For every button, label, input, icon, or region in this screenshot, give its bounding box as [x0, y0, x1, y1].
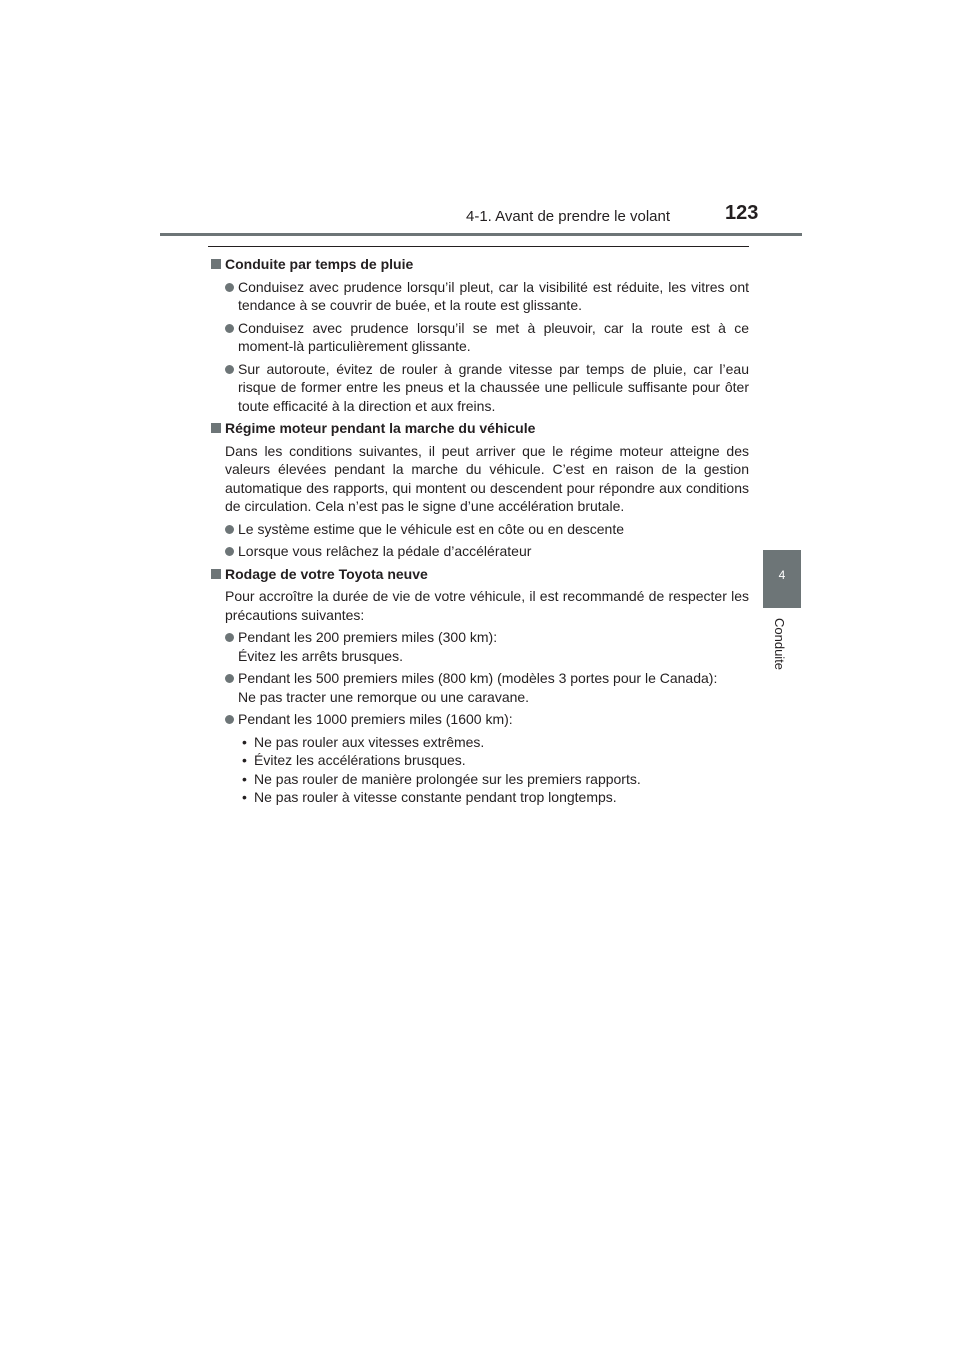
list-item-text: Ne pas tracter une remorque ou une caravane. [238, 688, 530, 705]
list-item-text: Pendant les 200 premiers miles (300 km): [238, 629, 498, 645]
round-bullet-icon [225, 715, 234, 724]
list-item [208, 319, 749, 356]
round-bullet-icon [225, 547, 234, 556]
page-header [0, 0, 960, 240]
page-content [208, 246, 749, 807]
list-item-text: Lorsque vous relâchez la pédale d’accélérateur [238, 543, 532, 559]
sub-list-item: • Ne pas rouler à vitesse constante pendant trop longtemps. [238, 788, 749, 807]
section-heading-engine [208, 419, 749, 438]
round-bullet-icon [225, 324, 234, 333]
round-bullet-icon [225, 525, 234, 534]
square-bullet-icon [211, 259, 221, 269]
list-item-text: Pendant les 500 premiers miles (800 km) (modèles 3 portes pour le Canada): [238, 670, 718, 686]
list-item-text: Le système estime que le véhicule est en côte ou en descente [238, 520, 625, 537]
round-bullet-icon [225, 283, 234, 292]
header-rule [160, 233, 802, 236]
sub-list-item: • Évitez les accélérations brusques. [238, 751, 749, 770]
round-bullet-icon [225, 674, 234, 683]
chapter-tab-label: Conduite [772, 618, 787, 671]
list-item [208, 360, 749, 416]
square-bullet-icon [211, 423, 221, 433]
list-item-text: Conduisez avec prudence lorsqu’il se met à pleuvoir, car la route est à ce moment-là particulièrement glissante. [238, 319, 749, 354]
list-item [208, 542, 749, 561]
list-item-text: Évitez les arrêts brusques. [238, 647, 403, 664]
round-bullet-icon [225, 633, 234, 642]
list-item-text: Pendant les 1000 premiers miles (1600 km): [238, 711, 513, 727]
list-item [208, 278, 749, 315]
section-paragraph: Pour accroître la durée de vie de votre véhicule, il est recommandé de respecter les précautions suivantes: [225, 588, 749, 623]
list-item [208, 628, 749, 665]
round-bullet-icon [225, 365, 234, 374]
section-heading-text: Conduite par temps de pluie [225, 256, 414, 272]
section-heading-rain [208, 255, 749, 274]
sub-list-item: • Ne pas rouler aux vitesses extrêmes. [238, 733, 749, 752]
chapter-tab-number: 4 [778, 568, 786, 582]
page-number: 123 [725, 202, 759, 224]
square-bullet-icon [211, 569, 221, 579]
section-title: 4-1. Avant de prendre le volant [466, 208, 671, 225]
section-paragraph: Dans les conditions suivantes, il peut arriver que le régime moteur atteigne des valeurs élevées pendant la marche du véhicule. C’est en raison de la gestion automatique des rapports, qui montent ou descendent pour répondre aux conditions de circulation. Cela n’est pas le signe d’une accélération brutale. [225, 442, 749, 514]
list-item-text: Sur autoroute, évitez de rouler à grande vitesse par temps de pluie, car l’eau risque de former entre les pneus et la chaussée une pellicule suffisante pour ôter toute efficacité à la direction et aux freins. [238, 360, 749, 414]
list-item [208, 520, 749, 539]
list-item [208, 669, 749, 706]
sub-list-item: • Ne pas rouler de manière prolongée sur les premiers rapports. [238, 770, 749, 789]
list-item [208, 710, 749, 729]
list-item-text: Conduisez avec prudence lorsqu’il pleut, car la visibilité est réduite, les vitres ont tendance à se couvrir de buée, et la route est glissante. [238, 278, 749, 313]
section-heading-breakin [208, 565, 749, 584]
section-heading-text: Rodage de votre Toyota neuve [225, 565, 428, 582]
chapter-tab [763, 550, 801, 608]
section-heading-text: Régime moteur pendant la marche du véhicule [225, 420, 536, 436]
sub-list [238, 733, 749, 807]
